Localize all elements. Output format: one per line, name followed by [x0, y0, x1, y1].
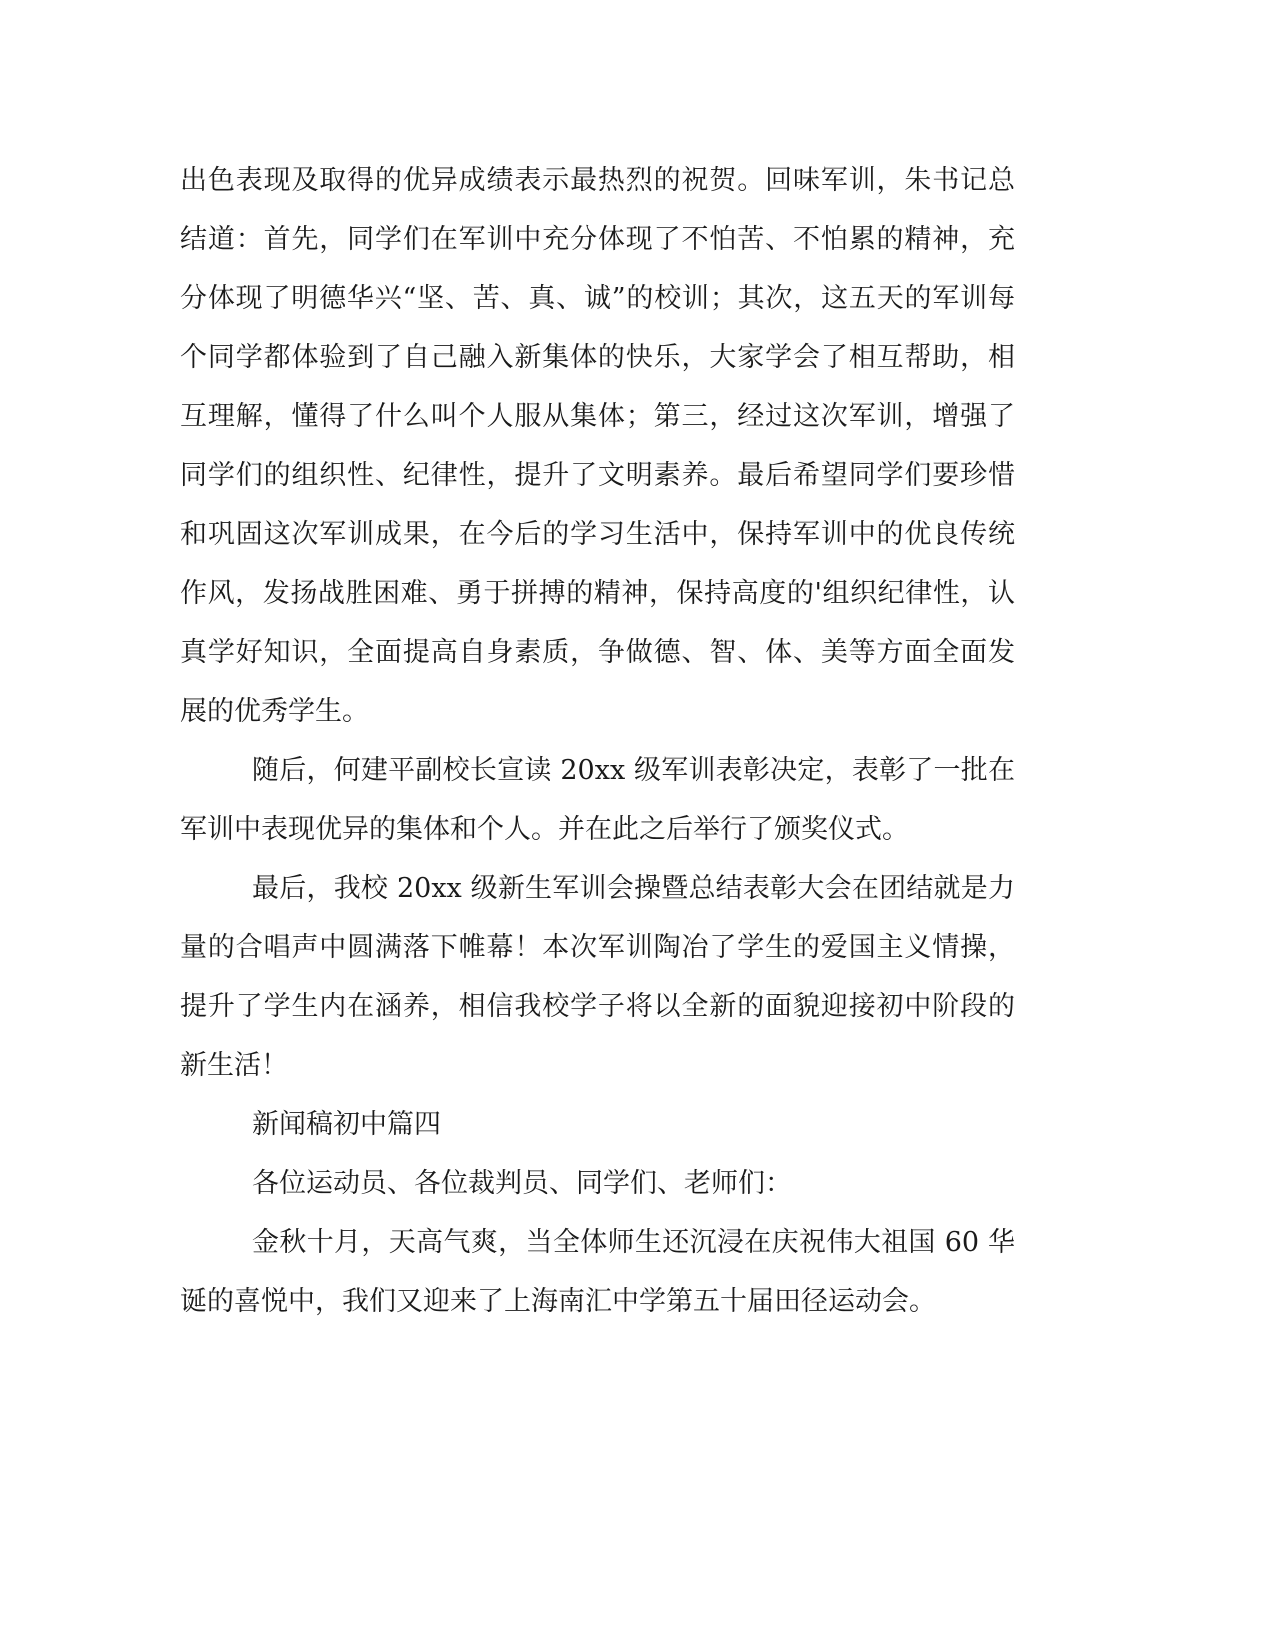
- text-line: 诞的喜悦中，我们又迎来了上海南汇中学第五十届田径运动会。: [180, 1286, 936, 1317]
- text-line: 随后，何建平副校长宣读 20xx 级军训表彰决定，表彰了一批在: [252, 755, 1015, 786]
- text-line: 量的合唱声中圆满落下帷幕！本次军训陶冶了学生的爱国主义情操，: [180, 932, 1015, 963]
- text-line: 提升了学生内在涵养，相信我校学子将以全新的面貌迎接初中阶段的: [180, 991, 1015, 1022]
- text-line: 作风，发扬战胜困难、勇于拼搏的精神，保持高度的'组织纪律性，认: [180, 578, 1015, 609]
- text-line: 新生活！: [180, 1050, 288, 1081]
- salutation: 各位运动员、各位裁判员、同学们、老师们：: [252, 1168, 792, 1199]
- text-line: 最后，我校 20xx 级新生军训会操暨总结表彰大会在团结就是力: [252, 873, 1015, 904]
- text-line: 军训中表现优异的集体和个人。并在此之后举行了颁奖仪式。: [180, 814, 909, 845]
- text-line: 出色表现及取得的优异成绩表示最热烈的祝贺。回味军训，朱书记总: [180, 165, 1015, 196]
- text-line: 分体现了明德华兴“坚、苦、真、诚”的校训；其次，这五天的军训每: [180, 283, 1015, 314]
- text-line: 展的优秀学生。: [180, 696, 369, 727]
- section-heading: 新闻稿初中篇四: [252, 1109, 441, 1140]
- text-line: 同学们的组织性、纪律性，提升了文明素养。最后希望同学们要珍惜: [180, 460, 1015, 491]
- text-line: 金秋十月，天高气爽，当全体师生还沉浸在庆祝伟大祖国 60 华: [252, 1227, 1015, 1258]
- text-line: 个同学都体验到了自己融入新集体的快乐，大家学会了相互帮助，相: [180, 342, 1015, 373]
- text-line: 结道：首先，同学们在军训中充分体现了不怕苦、不怕累的精神，充: [180, 224, 1015, 255]
- text-line: 真学好知识，全面提高自身素质，争做德、智、体、美等方面全面发: [180, 637, 1015, 668]
- document-body: [180, 163, 1015, 1343]
- text-line: 和巩固这次军训成果，在今后的学习生活中，保持军训中的优良传统: [180, 519, 1015, 550]
- text-line: 互理解，懂得了什么叫个人服从集体；第三，经过这次军训，增强了: [180, 401, 1015, 432]
